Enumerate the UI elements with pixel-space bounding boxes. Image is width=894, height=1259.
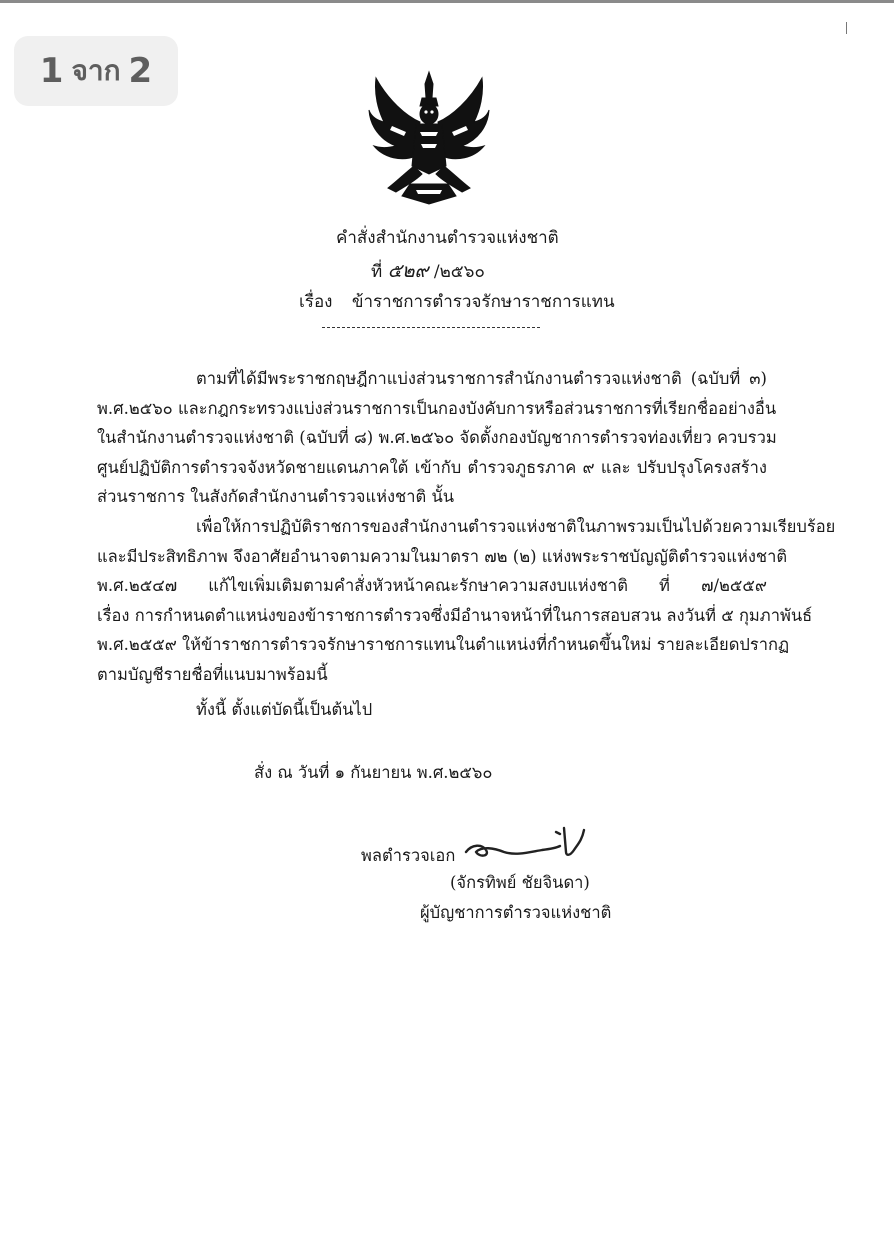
order-title: คำสั่งสำนักงานตำรวจแห่งชาติ — [336, 228, 559, 248]
paragraph-line: พ.ศ.๒๕๔๗ แก้ไขเพิ่มเติมตามคำสั่งหัวหน้าคณะรักษาความสงบแห่งชาติ ที่ ๗/๒๕๕๙ — [97, 576, 767, 596]
order-year: /๒๕๖๐ — [433, 262, 485, 282]
header-divider — [322, 327, 540, 328]
subject-text: ข้าราชการตำรวจรักษาราชการแทน — [351, 292, 615, 312]
paragraph-1 — [97, 364, 777, 512]
handwritten-signature — [460, 822, 590, 866]
signer-rank: พลตำรวจเอก — [361, 846, 456, 865]
current-page-number: 1 — [39, 51, 64, 91]
order-number: ๕๒๙ — [387, 260, 429, 282]
paragraph-line: ศูนย์ปฏิบัติการตำรวจจังหวัดชายแดนภาคใต้ เข้ากับ ตำรวจภูธรภาค ๙ และ ปรับปรุงโครงสร้าง — [97, 457, 767, 477]
signer-position: ผู้บัญชาการตำรวจแห่งชาติ — [420, 903, 612, 922]
paragraph-line: ตามที่ได้มีพระราชกฤษฎีกาแบ่งส่วนราชการสำนักงานตำรวจแห่งชาติ (ฉบับที่ ๓) — [196, 369, 767, 388]
paragraph-line: เพื่อให้การปฏิบัติราชการของสำนักงานตำรวจแห่งชาติในภาพรวมเป็นไปด้วยความเรียบร้อย — [196, 517, 836, 536]
page-of-label: จาก — [71, 54, 121, 87]
top-border — [0, 0, 894, 3]
paragraph-line: และมีประสิทธิภาพ จึงอาศัยอำนาจตามความในมาตรา ๗๒ (๒) แห่งพระราชบัญญัติตำรวจแห่งชาติ — [97, 546, 788, 566]
paragraph-line: ในสำนักงานตำรวจแห่งชาติ (ฉบับที่ ๘) พ.ศ.๒๕๖๐ จัดตั้งกองบัญชาการตำรวจท่องเที่ยว ควบรวม — [97, 428, 777, 448]
paragraph-2 — [97, 512, 836, 690]
total-pages-number: 2 — [128, 51, 153, 91]
paragraph-line: ส่วนราชการ ในสังกัดสำนักงานตำรวจแห่งชาติ นั้น — [97, 487, 455, 507]
effective-clause: ทั้งนี้ ตั้งแต่บัดนี้เป็นต้นไป — [196, 700, 373, 719]
order-subject-line — [299, 288, 615, 315]
order-prefix: ที่ — [371, 262, 383, 282]
paragraph-line: พ.ศ.๒๕๕๙ ให้ข้าราชการตำรวจรักษาราชการแทนในตำแหน่งที่กำหนดขึ้นใหม่ รายละเอียดปรากฏ — [97, 635, 790, 655]
scan-mark — [846, 22, 847, 34]
paragraph-line: ตามบัญชีรายชื่อที่แนบมาพร้อมนี้ — [97, 664, 328, 684]
paragraph-line: พ.ศ.๒๕๖๐ และกฎกระทรวงแบ่งส่วนราชการเป็นกองบังคับการหรือส่วนราชการที่เรียกชื่ออย่างอื่น — [97, 398, 777, 418]
signer-name: (จักรทิพย์ ชัยจินดา) — [450, 873, 590, 892]
order-number-line — [371, 256, 485, 286]
subject-label: เรื่อง — [299, 292, 333, 312]
paragraph-line: เรื่อง การกำหนดตำแหน่งของข้าราชการตำรวจซึ่งมีอำนาจหน้าที่ในการสอบสวน ลงวันที่ ๕ กุมภาพันธ์ — [97, 605, 813, 625]
order-date: สั่ง ณ วันที่ ๑ กันยายน พ.ศ.๒๕๖๐ — [254, 763, 493, 782]
page-indicator-badge — [14, 36, 178, 106]
garuda-emblem-icon — [366, 70, 492, 210]
